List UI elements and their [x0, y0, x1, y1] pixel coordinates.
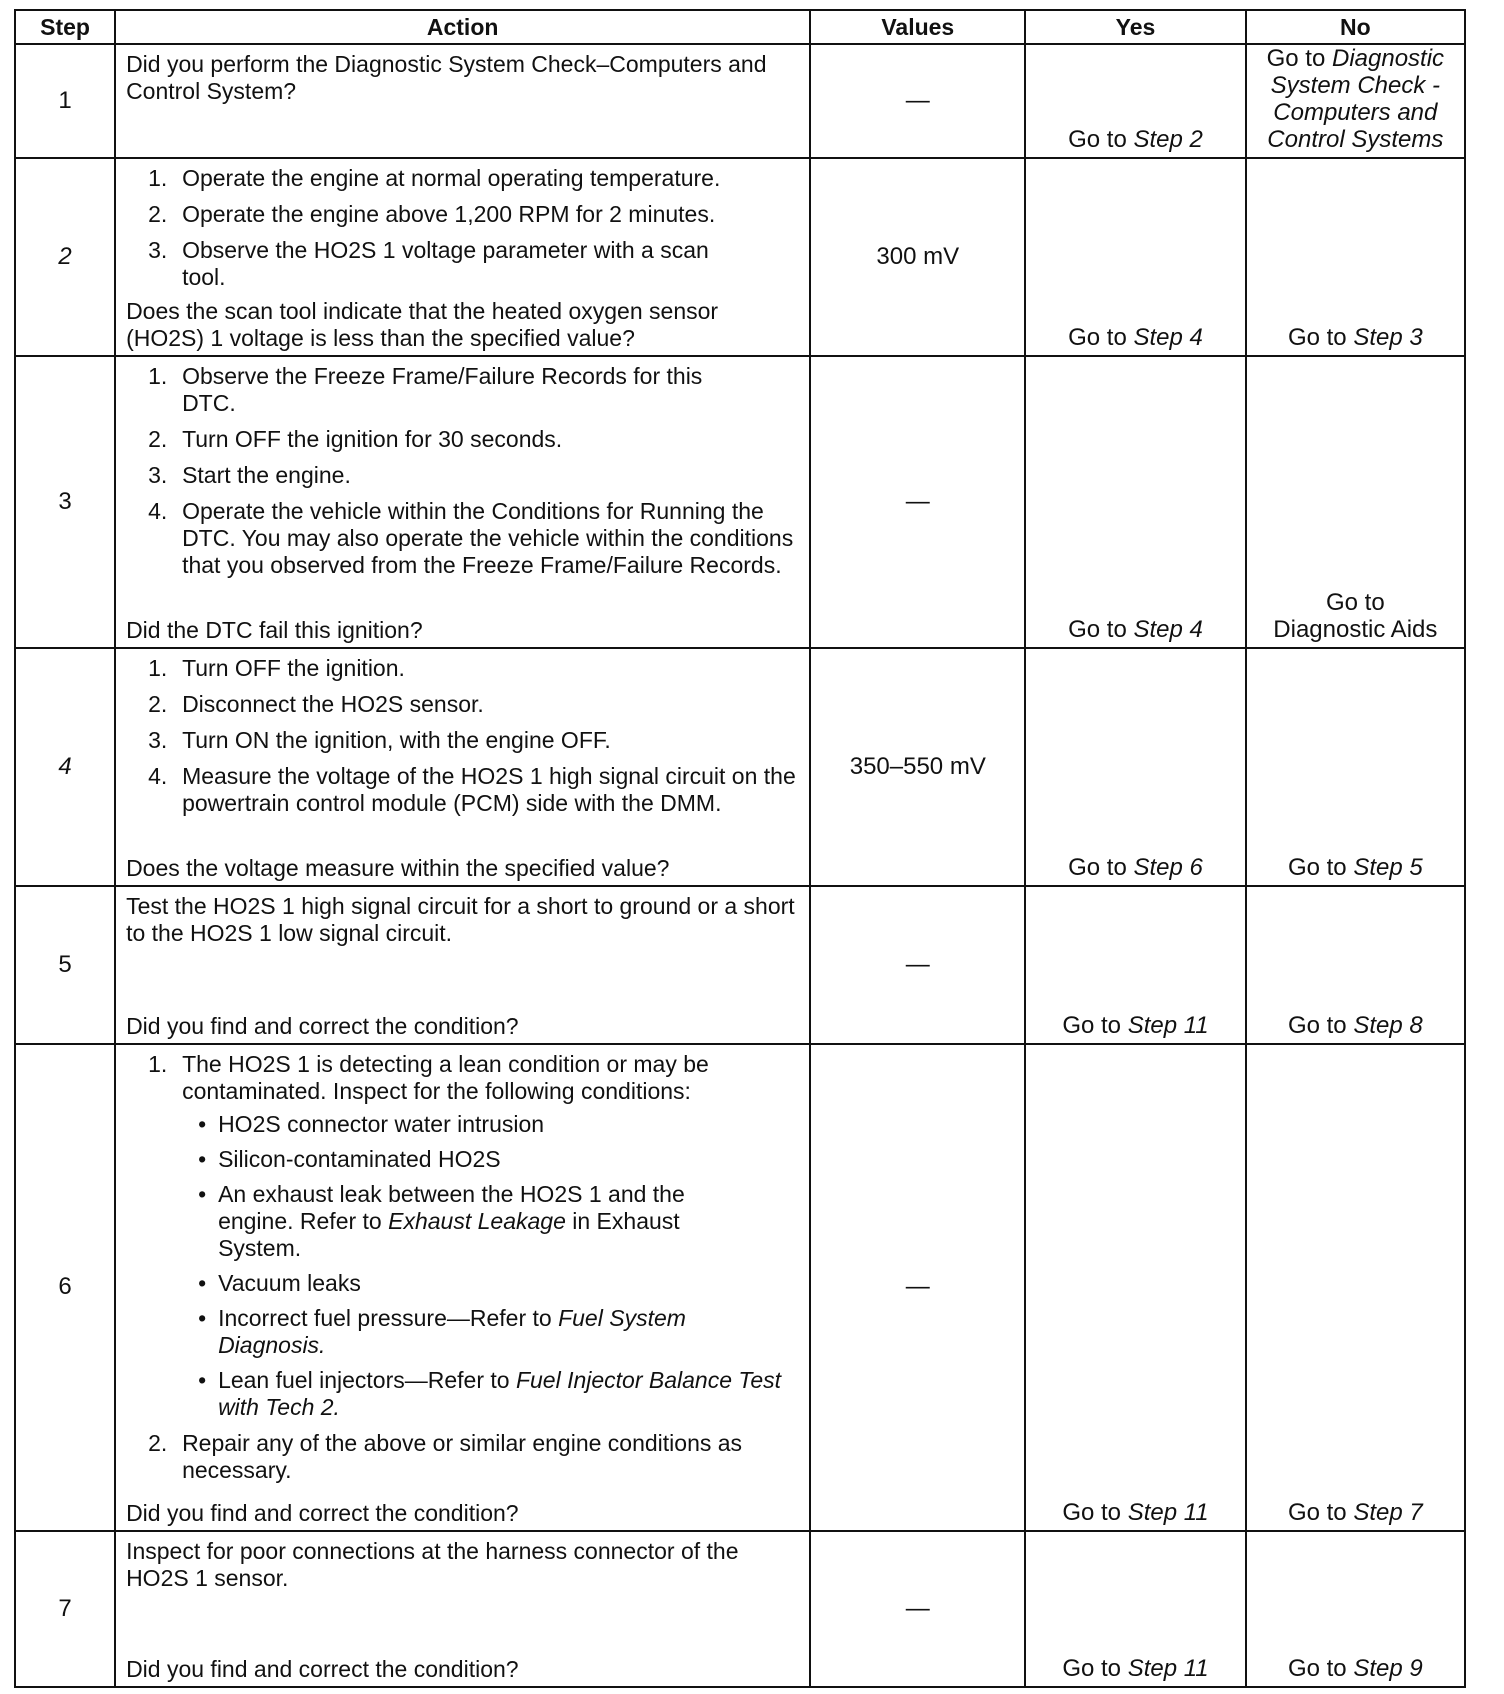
value-cell: — — [810, 356, 1025, 648]
action-cell — [115, 356, 810, 648]
header-values: Values — [810, 10, 1025, 44]
action-text: Inspect for poor connections at the harness connector of the HO2S 1 sensor. — [126, 1537, 739, 1591]
table-row — [15, 1044, 1465, 1531]
table-row — [15, 44, 1465, 158]
no-cell: Go to Step 8 — [1246, 886, 1465, 1043]
step-number: 7 — [15, 1531, 115, 1687]
list-item: 1. The HO2S 1 is detecting a lean condition or may be contaminated. Inspect for the following conditions: • HO2S connector water intrusion • Silicon-contaminated HO2S • An exhaust leak between the HO2S 1 and the engine. Refer to Exhaust Leakage in Exhaust System. • Vacuum leaks • Incorrect fuel pressure—Refer to Fuel System Diagnosis. • Lean fuel injectors—Refer to Fuel Injector Balance Test with Tech 2. — [126, 1051, 799, 1421]
value-cell: — — [810, 44, 1025, 158]
list-item: 3. Start the engine. — [148, 462, 351, 489]
condition-list — [182, 1111, 799, 1421]
procedure-list — [126, 165, 799, 291]
list-item: 3. Observe the HO2S 1 voltage parameter with a scan tool. — [148, 237, 709, 291]
list-item: 2. Disconnect the HO2S sensor. — [148, 691, 484, 718]
no-link[interactable]: Step 7 — [1353, 1498, 1423, 1526]
value-cell: — — [810, 886, 1025, 1043]
question-text: Did you find and correct the condition? — [126, 1656, 519, 1682]
action-cell — [115, 1531, 810, 1687]
step-number: 5 — [15, 886, 115, 1043]
header-action: Action — [115, 10, 810, 44]
yes-link[interactable]: Step 11 — [1127, 1498, 1209, 1526]
header-step: Step — [15, 10, 115, 44]
yes-link[interactable]: Step 4 — [1133, 616, 1203, 644]
list-item: • Silicon-contaminated HO2S — [198, 1145, 501, 1172]
value-cell: 300 mV — [810, 158, 1025, 356]
list-item: 4. Operate the vehicle within the Conditions for Running the DTC. You may also operate the vehicle within the conditions that you observed from the Freeze Frame/Failure Records. — [148, 498, 794, 579]
step-number: 2 — [15, 158, 115, 356]
yes-cell: Go to Step 4 — [1025, 356, 1245, 648]
diagnostic-table — [14, 9, 1466, 1688]
step-number: 1 — [15, 44, 115, 158]
list-item: • An exhaust leak between the HO2S 1 and the engine. Refer to Exhaust Leakage in Exhaust System. — [198, 1180, 685, 1261]
action-text: Did you perform the Diagnostic System Check–Computers and Control System? — [126, 51, 767, 104]
list-item: 2. Operate the engine above 1,200 RPM for 2 minutes. — [148, 201, 716, 228]
list-item: • Vacuum leaks — [198, 1269, 361, 1296]
fuel-system-diagnosis-link[interactable]: Fuel System Diagnosis. — [218, 1304, 686, 1358]
yes-cell: Go to Step 4 — [1025, 158, 1245, 356]
list-item: 3. Turn ON the ignition, with the engine OFF. — [148, 727, 611, 754]
yes-cell: Go to Step 2 — [1025, 44, 1245, 158]
procedure-list — [126, 655, 799, 817]
table-row — [15, 1531, 1465, 1687]
no-cell: Go to Step 5 — [1246, 648, 1465, 886]
no-link[interactable]: Diagnostic Aids — [1273, 616, 1438, 644]
value-cell: 350–550 mV — [810, 648, 1025, 886]
value-cell: — — [810, 1044, 1025, 1531]
step-number: 3 — [15, 356, 115, 648]
no-cell: Go to Step 9 — [1246, 1531, 1465, 1687]
yes-cell: Go to Step 6 — [1025, 648, 1245, 886]
action-cell — [115, 886, 810, 1043]
list-item: 1. Turn OFF the ignition. — [148, 655, 405, 682]
yes-cell: Go to Step 11 — [1025, 886, 1245, 1043]
exhaust-leakage-link[interactable]: Exhaust Leakage — [388, 1207, 566, 1234]
list-item: 4. Measure the voltage of the HO2S 1 high signal circuit on the powertrain control module (PCM) side with the DMM. — [148, 763, 796, 817]
question-text: Does the scan tool indicate that the heated oxygen sensor (HO2S) 1 voltage is less than the specified value? — [126, 298, 719, 352]
table-row — [15, 356, 1465, 648]
yes-link[interactable]: Step 11 — [1127, 1011, 1209, 1039]
fuel-injector-balance-link[interactable]: Fuel Injector Balance Test with Tech 2. — [218, 1366, 782, 1420]
no-link[interactable]: Step 5 — [1353, 854, 1423, 882]
value-cell: — — [810, 1531, 1025, 1687]
question-text: Did you find and correct the condition? — [126, 1012, 519, 1039]
header-yes: Yes — [1025, 10, 1245, 44]
step-number: 6 — [15, 1044, 115, 1531]
list-item: 1. Observe the Freeze Frame/Failure Records for this DTC. — [148, 363, 703, 417]
yes-link[interactable]: Step 11 — [1127, 1655, 1209, 1682]
procedure-list — [126, 363, 799, 579]
step-number: 4 — [15, 648, 115, 886]
list-item: • Lean fuel injectors—Refer to Fuel Injector Balance Test with Tech 2. — [198, 1366, 782, 1420]
no-link[interactable]: Step 3 — [1353, 324, 1423, 352]
action-cell — [115, 1044, 810, 1531]
table-row — [15, 648, 1465, 886]
list-item: • Incorrect fuel pressure—Refer to Fuel System Diagnosis. — [198, 1304, 686, 1358]
header-row — [15, 10, 1465, 44]
action-cell — [115, 158, 810, 356]
no-cell: Go to Step 7 — [1246, 1044, 1465, 1531]
no-link[interactable]: Step 8 — [1353, 1011, 1423, 1039]
no-cell: Go to Diagnostic Aids — [1246, 356, 1465, 648]
question-text: Did you find and correct the condition? — [126, 1499, 519, 1526]
procedure-list — [126, 1051, 799, 1484]
action-cell — [115, 44, 810, 158]
header-no: No — [1246, 10, 1465, 44]
action-text: Test the HO2S 1 high signal circuit for a short to ground or a short to the HO2S 1 low signal circuit. — [126, 893, 795, 947]
question-text: Does the voltage measure within the specified value? — [126, 855, 670, 882]
yes-cell: Go to Step 11 — [1025, 1044, 1245, 1531]
no-link[interactable]: Step 9 — [1353, 1655, 1423, 1682]
no-cell: Go to Diagnostic System Check - Computers and Control Systems — [1246, 44, 1465, 158]
yes-link[interactable]: Step 6 — [1133, 854, 1203, 882]
table-row — [15, 886, 1465, 1043]
list-item: 2. Turn OFF the ignition for 30 seconds. — [148, 426, 563, 453]
list-item: 1. Operate the engine at normal operating temperature. — [148, 165, 721, 192]
yes-link[interactable]: Step 2 — [1133, 126, 1203, 154]
table-row — [15, 158, 1465, 356]
no-cell: Go to Step 3 — [1246, 158, 1465, 356]
no-link[interactable]: Diagnostic System Check - Computers and Control Systems — [1267, 45, 1445, 154]
list-item: 2. Repair any of the above or similar engine conditions as necessary. — [148, 1429, 743, 1483]
yes-link[interactable]: Step 4 — [1133, 324, 1203, 352]
list-item: • HO2S connector water intrusion — [198, 1110, 545, 1137]
question-text: Did the DTC fail this ignition? — [126, 617, 423, 644]
yes-cell: Go to Step 11 — [1025, 1531, 1245, 1687]
action-cell — [115, 648, 810, 886]
